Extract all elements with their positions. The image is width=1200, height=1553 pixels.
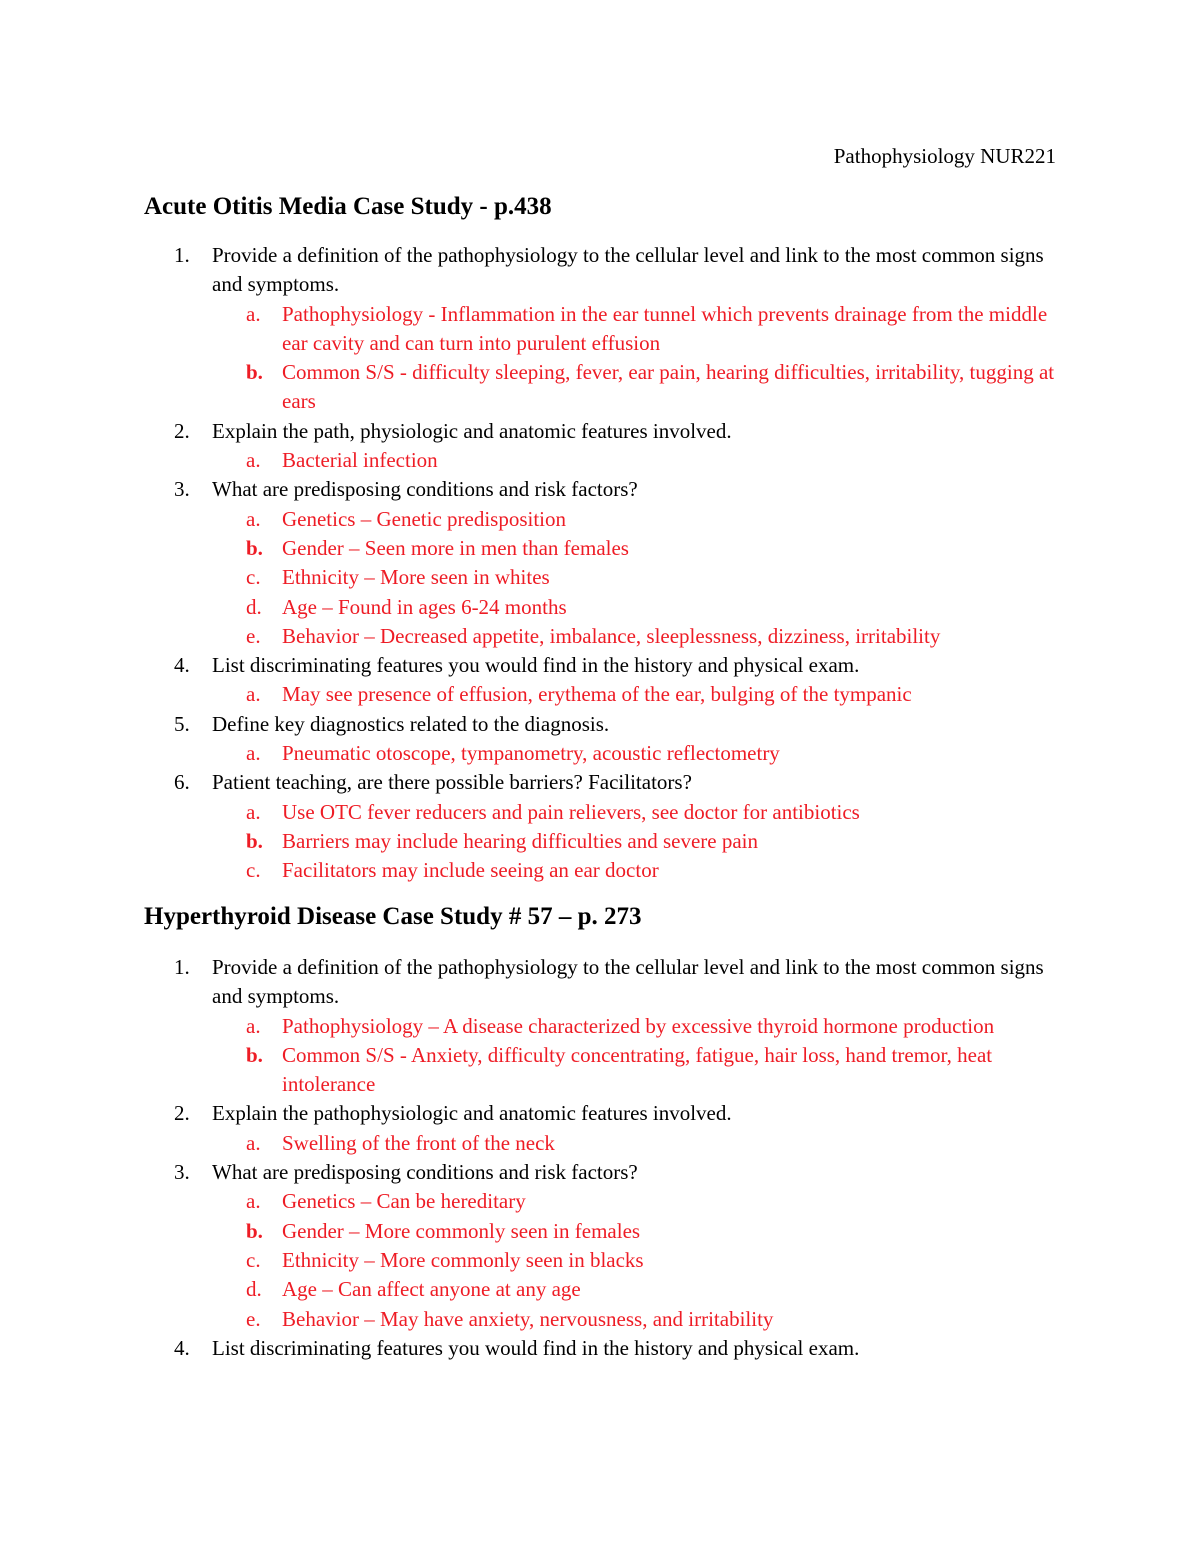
answer-text: Pneumatic otoscope, tympanometry, acoustic reflectometry: [282, 741, 780, 766]
answer-letter: d.: [246, 1277, 262, 1302]
answer-item: [212, 739, 1056, 768]
question-number: 2.: [174, 418, 190, 443]
course-header: Pathophysiology NUR221: [833, 144, 1056, 168]
answer-text: Bacterial infection: [282, 448, 438, 473]
question-item: [144, 417, 1056, 476]
answer-letter: a.: [246, 506, 261, 531]
answer-item: [212, 1012, 1056, 1041]
answer-list: [212, 680, 1056, 709]
answer-item: [212, 534, 1056, 563]
question-text: Explain the path, physiologic and anatomic features involved.: [212, 418, 732, 443]
answer-item: [212, 1217, 1056, 1246]
question-number: 1.: [174, 955, 190, 979]
question-item: [144, 475, 1056, 651]
question-number: 3.: [174, 477, 190, 502]
question-number: 1.: [174, 243, 190, 267]
answer-item: [212, 300, 1056, 359]
question-item: [144, 651, 1056, 710]
answer-text: Age – Found in ages 6-24 months: [282, 594, 567, 619]
section-title-hyperthyroid: Hyperthyroid Disease Case Study # 57 – p. 273: [144, 903, 642, 930]
question-text: What are predisposing conditions and risk factors?: [212, 477, 638, 502]
answer-item: [212, 798, 1056, 827]
question-text: Provide a definition of the pathophysiology to the cellular level and link to the most common signs and symptoms.: [212, 955, 1044, 1009]
answer-letter: a.: [246, 1013, 261, 1038]
answer-text: Common S/S - Anxiety, difficulty concentrating, fatigue, hair loss, hand tremor, heat intolerance: [282, 1042, 993, 1097]
question-number: 5.: [174, 711, 190, 736]
answer-letter: c.: [246, 858, 261, 883]
answer-text: Behavior – May have anxiety, nervousness, and irritability: [282, 1306, 774, 1331]
answer-list: [212, 1187, 1056, 1333]
answer-letter: a.: [246, 799, 261, 824]
answer-letter: b.: [246, 828, 263, 853]
answer-text: Swelling of the front of the neck: [282, 1130, 555, 1155]
answer-item: [212, 1187, 1056, 1216]
question-number: 2.: [174, 1101, 190, 1126]
answer-letter: b.: [246, 535, 263, 560]
answer-item: [212, 446, 1056, 475]
question-text: Explain the pathophysiologic and anatomic features involved.: [212, 1101, 732, 1126]
answer-list: [212, 798, 1056, 886]
question-item: [144, 1334, 1056, 1363]
answer-letter: a.: [246, 682, 261, 707]
answer-letter: e.: [246, 623, 261, 648]
question-text: List discriminating features you would find in the history and physical exam.: [212, 1335, 860, 1360]
section-title-otitis-media: Acute Otitis Media Case Study - p.438: [144, 193, 552, 220]
answer-text: Pathophysiology – A disease characterized by excessive thyroid hormone production: [282, 1013, 995, 1038]
answer-text: Genetics – Genetic predisposition: [282, 506, 567, 531]
question-number: 3.: [174, 1160, 190, 1185]
answer-letter: c.: [246, 1247, 261, 1272]
question-item: [144, 953, 1056, 1099]
question-number: 4.: [174, 1335, 190, 1360]
question-list-otitis-media: [144, 241, 1056, 886]
answer-list: [212, 1012, 1056, 1100]
answer-letter: a.: [246, 741, 261, 766]
answer-item: [212, 827, 1056, 856]
answer-letter: b.: [246, 1042, 263, 1067]
answer-letter: b.: [246, 360, 263, 385]
answer-item: [212, 358, 1056, 417]
answer-text: Facilitators may include seeing an ear doctor: [282, 858, 659, 883]
answer-item: [212, 1246, 1056, 1275]
answer-list: [212, 1129, 1056, 1158]
question-item: [144, 1158, 1056, 1334]
answer-text: Genetics – Can be hereditary: [282, 1189, 526, 1214]
answer-letter: d.: [246, 594, 262, 619]
question-text: Patient teaching, are there possible barriers? Facilitators?: [212, 770, 692, 795]
answer-item: [212, 1041, 1056, 1100]
answer-letter: a.: [246, 448, 261, 473]
answer-text: Common S/S - difficulty sleeping, fever, ear pain, hearing difficulties, irritability, tugging at ears: [282, 360, 1055, 414]
answer-item: [212, 1275, 1056, 1304]
answer-list: [212, 739, 1056, 768]
answer-item: [212, 563, 1056, 592]
answer-text: Barriers may include hearing difficulties and severe pain: [282, 828, 759, 853]
answer-item: [212, 505, 1056, 534]
question-number: 6.: [174, 770, 190, 795]
answer-text: Ethnicity – More seen in whites: [282, 565, 550, 590]
question-list-hyperthyroid: [144, 953, 1056, 1363]
answer-letter: a.: [246, 301, 261, 326]
answer-text: Use OTC fever reducers and pain relievers, see doctor for antibiotics: [282, 799, 860, 824]
answer-letter: a.: [246, 1189, 261, 1214]
answer-list: [212, 300, 1056, 417]
answer-letter: a.: [246, 1130, 261, 1155]
answer-text: May see presence of effusion, erythema of the ear, bulging of the tympanic: [282, 682, 912, 707]
question-item: [144, 710, 1056, 769]
question-text: Define key diagnostics related to the diagnosis.: [212, 711, 610, 736]
answer-item: [212, 856, 1056, 885]
question-text: What are predisposing conditions and risk factors?: [212, 1160, 638, 1185]
question-item: [144, 241, 1056, 417]
question-item: [144, 1099, 1056, 1158]
answer-list: [212, 505, 1056, 651]
answer-item: [212, 622, 1056, 651]
answer-text: Age – Can affect anyone at any age: [282, 1277, 581, 1302]
answer-text: Gender – More commonly seen in females: [282, 1218, 641, 1243]
answer-text: Behavior – Decreased appetite, imbalance, sleeplessness, dizziness, irritability: [282, 623, 941, 648]
answer-text: Pathophysiology - Inflammation in the ear tunnel which prevents drainage from the middle ear cavity and can turn into purulent effusion: [282, 301, 1048, 355]
answer-letter: e.: [246, 1306, 261, 1331]
answer-letter: c.: [246, 565, 261, 590]
answer-item: [212, 1129, 1056, 1158]
question-text: Provide a definition of the pathophysiology to the cellular level and link to the most common signs and symptoms.: [212, 243, 1044, 297]
answer-item: [212, 680, 1056, 709]
question-text: List discriminating features you would find in the history and physical exam.: [212, 653, 860, 678]
answer-text: Ethnicity – More commonly seen in blacks: [282, 1247, 644, 1272]
answer-item: [212, 593, 1056, 622]
answer-list: [212, 446, 1056, 475]
answer-item: [212, 1305, 1056, 1334]
answer-letter: b.: [246, 1218, 263, 1243]
question-number: 4.: [174, 653, 190, 678]
question-item: [144, 768, 1056, 885]
answer-text: Gender – Seen more in men than females: [282, 535, 629, 560]
